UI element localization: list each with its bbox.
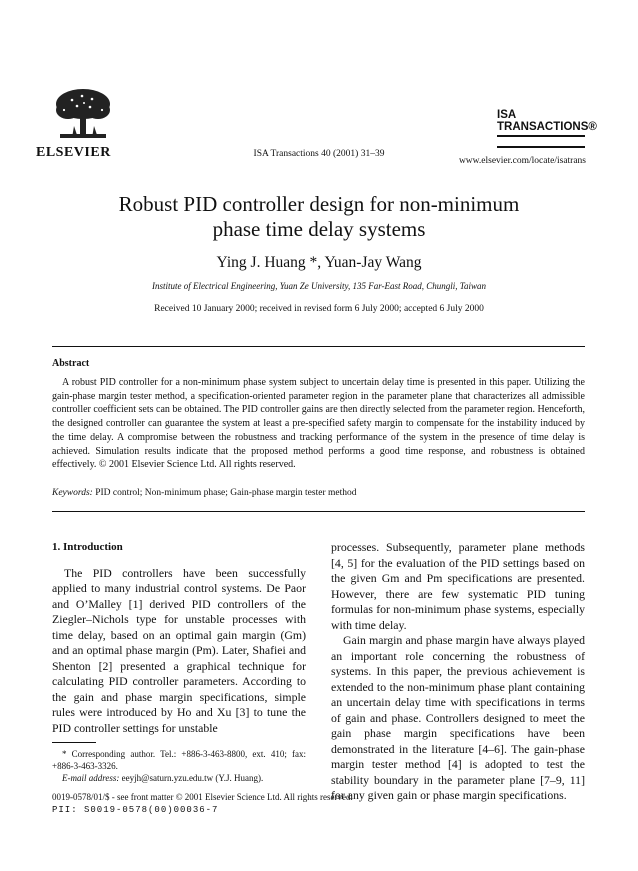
- publisher-name: ELSEVIER: [36, 145, 111, 160]
- article-title: [0, 192, 638, 242]
- paragraph: The PID controllers have been successfully applied to many industrial control systems. De Paor and O’Malley [1] derived PID controllers of the Ziegler–Nichols type for unstable processes with time delay, based on an optimal gain margin (Gm) and an optimal phase margin (Pm). Later, Shafiei and Shenton [2] presented a graphical technique for calculating PID controller parameters. According to the gain and phase margin specifications, simple rules were introduced by Ho and Xu [3] to tune the PID controller settings for unstable: [52, 565, 306, 735]
- abstract-text: A robust PID controller for a non-minimum phase system subject to uncertain delay time is presented in this paper. Utilizing the gain-phase margin tester method, a specification-oriented parameter region in the parameter plane that characterizes all admissible controller coefficient sets can be obtained. The PID controller gains are then directly selected from the parameter region. Henceforth, the designed controller can guarantee the system at least a pre-specified safety margin to compensate for the instability induced by the time delay. A compromise between the robustness and tracking performance of the system in the presence of time delay is achieved. Simulation results indicate that the proposed method performs a good time response, and robustness is obtained effectively. © 2001 Elsevier Science Ltd. All rights reserved.: [52, 377, 585, 471]
- keywords: [52, 488, 356, 498]
- paragraph: Gain margin and phase margin have always played an important role concerning the robustness of systems. In this paper, the previous achievement is extended to the non-minimum phase plant containing an uncertain delay time with specifications in terms of gain and phase. Controllers designed to meet the gain phase margin specifications have been demonstrated in the literature [4–6]. The gain-phase margin tester method [4] is adopted to test the stability boundary in the parameter plane [7–9, 11] for any given gain or phase margin specifications.: [331, 633, 585, 802]
- copyright-line: 0019-0578/01/$ - see front matter © 2001 Elsevier Science Ltd. All rights reserved.: [52, 792, 353, 802]
- paragraph: processes. Subsequently, parameter plane methods [4, 5] for the evaluation of the PID settings based on the given Gm and Pm specifications are presented. However, there are few systematic PID tuning formulas for non-minimum phase systems, especially with time delay.: [331, 540, 585, 632]
- abstract-bottom-rule: [52, 511, 585, 512]
- body-column-left: [52, 540, 306, 736]
- isa-rule-top: [497, 135, 585, 137]
- footnote-corresponding: * Corresponding author. Tel.: +886-3-463-8800, ext. 410; fax: +886-3-463-3326.: [52, 749, 306, 771]
- footnote: [52, 748, 306, 784]
- pii-line: PII: S0019-0578(00)00036-7: [52, 805, 219, 815]
- abstract-heading: Abstract: [52, 358, 90, 369]
- title-line-2: phase time delay systems: [212, 217, 426, 241]
- footnote-email-line: [52, 772, 306, 784]
- journal-reference: ISA Transactions 40 (2001) 31–39: [253, 149, 385, 159]
- footnote-email-label: E-mail address:: [62, 773, 120, 783]
- body-column-right: [331, 540, 585, 804]
- abstract-top-rule: [52, 346, 585, 347]
- isa-transactions-logo: [497, 109, 597, 133]
- isa-rule-bottom: [497, 146, 585, 148]
- received-dates: Received 10 January 2000; received in revised form 6 July 2000; accepted 6 July 2000: [154, 304, 484, 314]
- isa-logo-line1: ISA: [497, 109, 517, 121]
- article-authors: Ying J. Huang *, Yuan-Jay Wang: [216, 254, 422, 271]
- section-heading: 1. Introduction: [52, 541, 123, 553]
- keywords-label: Keywords:: [52, 488, 93, 498]
- title-line-1: Robust PID controller design for non-minimum: [118, 192, 520, 216]
- isa-logo-line2: TRANSACTIONS®: [497, 121, 597, 133]
- footnote-email[interactable]: eeyjh@saturn.yzu.edu.tw (Y.J. Huang).: [121, 773, 264, 783]
- author-affiliation: Institute of Electrical Engineering, Yuan Ze University, 135 Far-East Road, Chungli, Taiwan: [152, 281, 486, 291]
- journal-website-link[interactable]: www.elsevier.com/locate/isatrans: [458, 156, 586, 166]
- footnote-rule: [52, 742, 96, 743]
- elsevier-tree-logo-icon: [52, 86, 114, 144]
- keywords-list: PID control; Non-minimum phase; Gain-phase margin tester method: [95, 488, 357, 498]
